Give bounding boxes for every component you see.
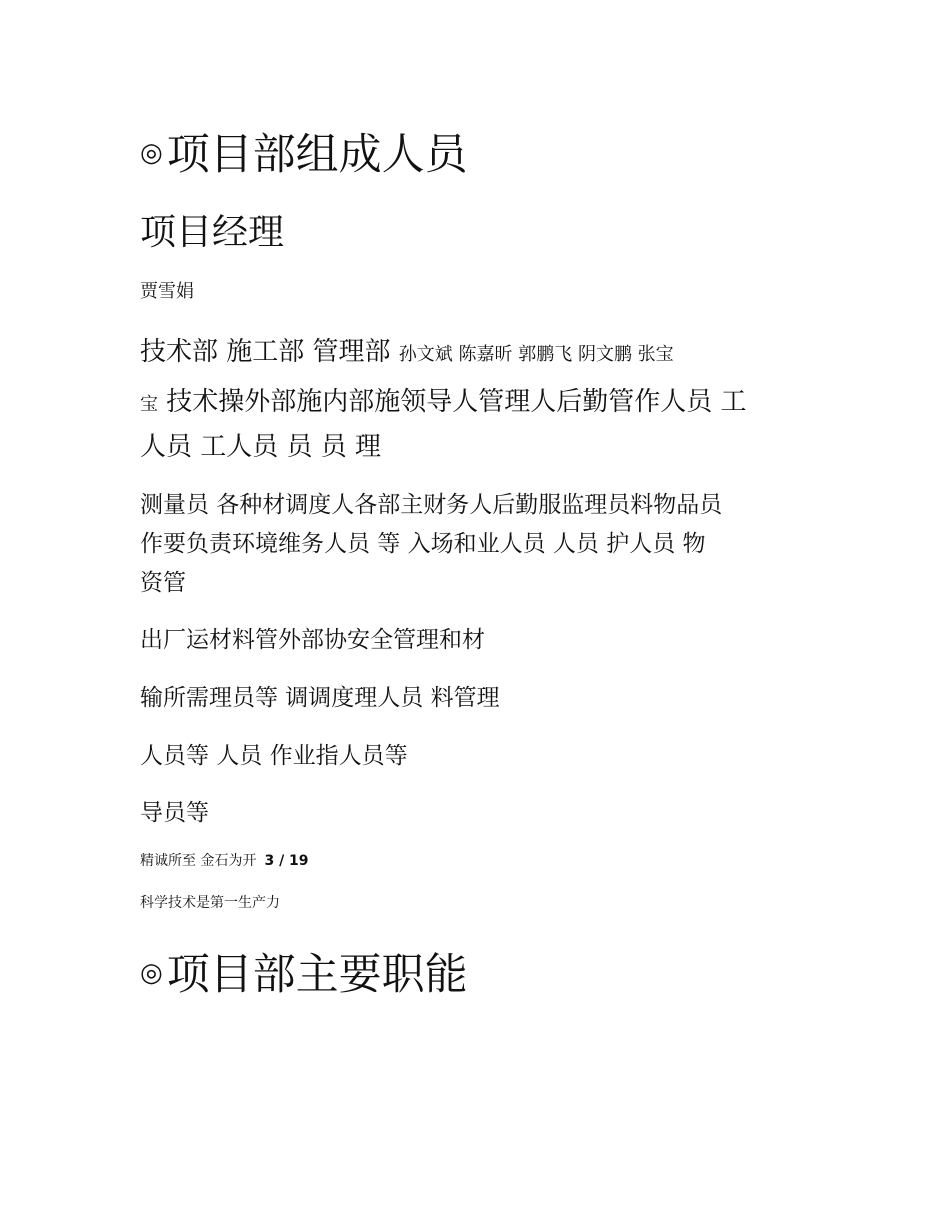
departments-line-1 (140, 336, 674, 371)
page-number: 3 / 19 (264, 853, 309, 869)
manager-heading: 项目经理 (140, 212, 285, 253)
section-title-members (140, 128, 468, 180)
roles-line-4: 出厂运材料管外部协安全管理和材 (140, 627, 485, 653)
departments-line-2 (140, 386, 747, 421)
roles-line-7: 导员等 (140, 800, 209, 826)
section-title-text: 项目部主要职能 (166, 950, 468, 1000)
staff-names: 孙文斌 陈嘉昕 郭鹏飞 阴文鹏 张宝 (398, 344, 674, 365)
staff-name-continued: 宝 (140, 394, 158, 415)
roles-line-6: 人员等 人员 作业指人员等 (140, 743, 408, 769)
section-title-functions (140, 948, 468, 1000)
department-roles: 技术操外部施内部施领导人管理人后勤管作人员 工 (166, 387, 747, 417)
roles-line-5: 输所需理员等 调调度理人员 料管理 (140, 685, 500, 711)
bullet-icon: ◎ (140, 958, 163, 988)
footer-slogan-line (140, 852, 309, 870)
roles-line-1: 测量员 各种材调度人各部主财务人后勤服监理员料物品员 (140, 492, 723, 518)
roles-line-3: 资管 (140, 570, 186, 596)
department-names: 技术部 施工部 管理部 (140, 337, 391, 367)
section-title-text: 项目部组成人员 (166, 130, 468, 180)
footer-slogan: 精诚所至 金石为开 (140, 853, 257, 869)
manager-name: 贾雪娟 (140, 281, 194, 302)
departments-line-3: 人员 工人员 员 员 理 (140, 432, 382, 462)
bullet-icon: ◎ (140, 138, 163, 168)
footer-motto: 科学技术是第一生产力 (140, 895, 280, 911)
roles-line-2: 作要负责环境维务人员 等 入场和业人员 人员 护人员 物 (140, 531, 706, 557)
